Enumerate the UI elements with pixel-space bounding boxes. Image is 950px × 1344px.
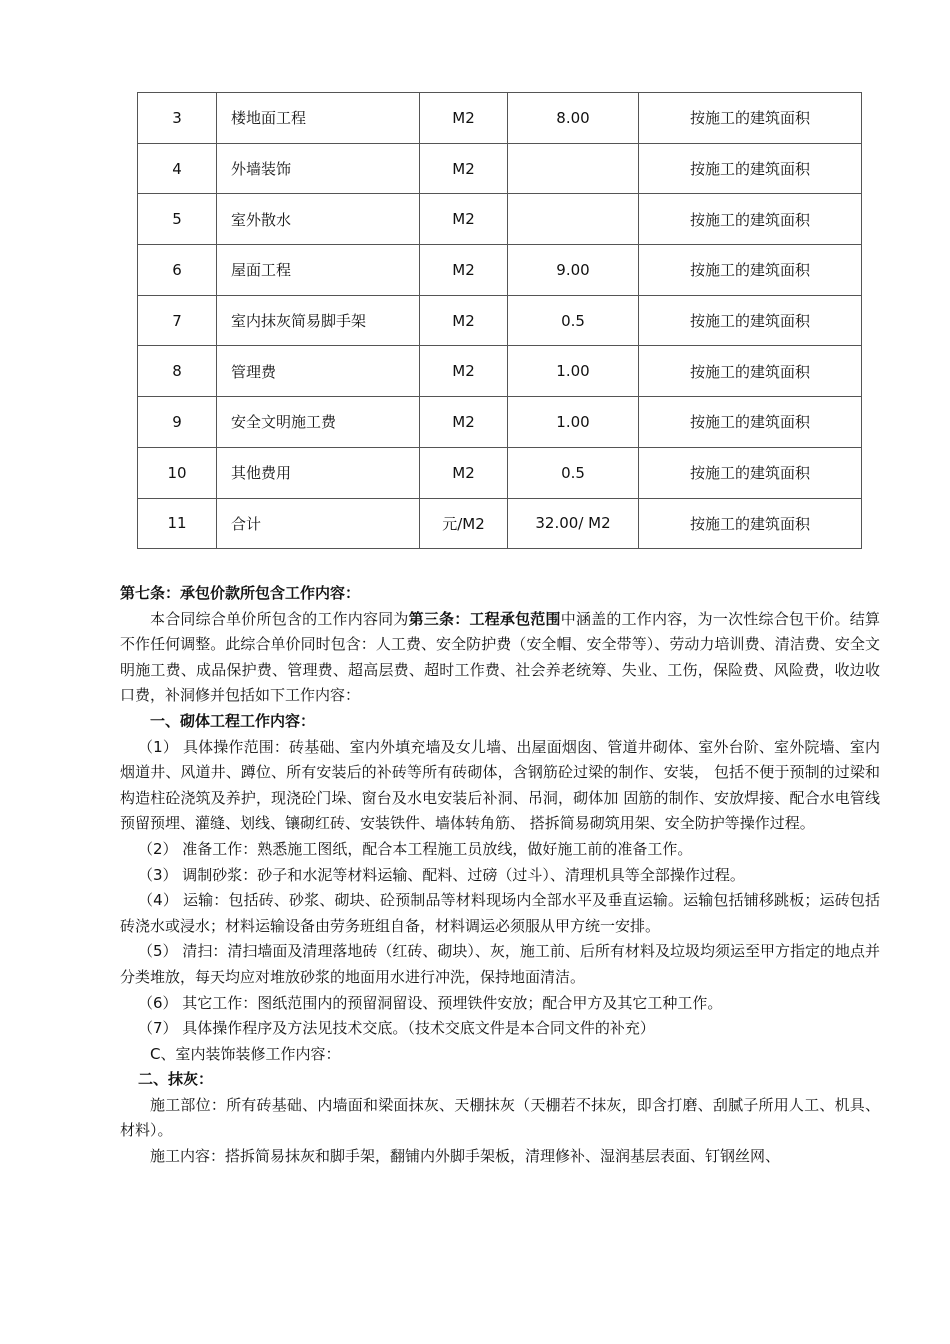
calc-basis-cell: 按施工的建筑面积	[639, 498, 862, 549]
section-1-heading: 一、砌体工程工作内容：	[150, 711, 316, 730]
calc-basis-cell: 按施工的建筑面积	[639, 143, 862, 194]
unit-cell: M2	[420, 447, 508, 498]
unit-cell: M2	[420, 245, 508, 296]
row-number-cell: 6	[138, 245, 217, 296]
unit-price-cell: 9.00	[508, 245, 639, 296]
table-row	[138, 397, 862, 448]
item-2: （2） 准备工作：熟悉施工图纸，配合本工程施工员放线，做好施工前的准备工作。	[138, 839, 693, 858]
fee-table	[137, 92, 862, 549]
table-row	[138, 498, 862, 549]
table-row	[138, 447, 862, 498]
item-4: （4） 运输：包括砖、砂浆、砌块、砼预制品等材料现场内全部水平及垂直运输。运输包括铺移跳板；运砖包括砖浇水或浸水；材料运输设备由劳务班组自备，材料调运必须服从甲方统一安排。	[120, 891, 880, 935]
unit-cell: M2	[420, 93, 508, 144]
row-number-cell: 9	[138, 397, 217, 448]
calc-basis-cell: 按施工的建筑面积	[639, 295, 862, 346]
unit-price-cell: 32.00/ M2	[508, 498, 639, 549]
calc-basis-cell: 按施工的建筑面积	[639, 194, 862, 245]
row-number-cell: 10	[138, 447, 217, 498]
table-row	[138, 194, 862, 245]
unit-price-cell: 1.00	[508, 397, 639, 448]
unit-cell: M2	[420, 346, 508, 397]
item-6: （6） 其它工作：图纸范围内的预留洞留设、预埋铁件安放；配合甲方及其它工种工作。	[138, 993, 723, 1012]
table-row	[138, 245, 862, 296]
unit-price-cell: 0.5	[508, 295, 639, 346]
table-row	[138, 93, 862, 144]
unit-cell: M2	[420, 397, 508, 448]
row-number-cell: 7	[138, 295, 217, 346]
item-name-cell: 其他费用	[217, 447, 420, 498]
article-7	[120, 581, 880, 1170]
row-number-cell: 5	[138, 194, 217, 245]
table-row	[138, 295, 862, 346]
section-2-heading: 二、抹灰：	[138, 1070, 214, 1089]
calc-basis-cell: 按施工的建筑面积	[639, 346, 862, 397]
calc-basis-cell: 按施工的建筑面积	[639, 447, 862, 498]
table-row	[138, 346, 862, 397]
unit-price-cell	[508, 194, 639, 245]
item-name-cell: 安全文明施工费	[217, 397, 420, 448]
intro-text-b: 中涵盖的工作内容，为一次性综合包干价。结算不作任何调整。此综合单价同时包含：人工费、安全防护费（安全帽、安全带等）、劳动力培训费、清洁费、安全文明施工费、成品保护费、管理费、超高层费、超时工作费、社会养老统筹、失业、工伤，保险费、风险费，收边收口费，补洞修并包括如下工作内容：	[120, 609, 880, 705]
calc-basis-cell: 按施工的建筑面积	[639, 397, 862, 448]
item-1: （1） 具体操作范围：砖基础、室内外填充墙及女儿墙、出屋面烟囱、管道井砌体、室外台阶、室外院墙、室内烟道井、风道井、蹲位、所有安装后的补砖等所有砖砌体，含钢筋砼过梁的制作、安装， 包括不便于预制的过梁和构造柱砼浇筑及养护，现浇砼门垛、窗台及水电安装后补洞、吊洞，砌体加 固筋的制作、安放焊接、配合水电管线预留预埋、灌缝、划线、镶砌红砖、安装铁件、墙体转角筋、 搭拆简易砌筑用架、安全防护等操作过程。	[120, 737, 880, 833]
intro-text-a: 本合同综合单价所包含的工作内容同为	[150, 609, 409, 628]
table-row	[138, 143, 862, 194]
item-5: （5） 清扫：清扫墙面及清理落地砖（红砖、砌块）、灰，施工前、后所有材料及垃圾均须运至甲方指定的地点并分类堆放，每天均应对堆放砂浆的地面用水进行冲洗，保持地面清洁。	[120, 942, 880, 986]
unit-price-cell	[508, 143, 639, 194]
unit-price-cell: 1.00	[508, 346, 639, 397]
article-7-intro	[120, 607, 880, 709]
item-3: （3） 调制砂浆：砂子和水泥等材料运输、配料、过磅（过斗）、清理机具等全部操作过程。	[138, 865, 745, 884]
fee-table-body	[138, 93, 862, 549]
item-name-cell: 屋面工程	[217, 245, 420, 296]
item-name-cell: 楼地面工程	[217, 93, 420, 144]
item-name-cell: 管理费	[217, 346, 420, 397]
item-name-cell: 合计	[217, 498, 420, 549]
plaster-content: 施工内容：搭拆简易抹灰和脚手架，翻铺内外脚手架板，清理修补、湿润基层表面、钉钢丝网、	[150, 1147, 781, 1166]
row-number-cell: 8	[138, 346, 217, 397]
unit-price-cell: 0.5	[508, 447, 639, 498]
calc-basis-cell: 按施工的建筑面积	[639, 245, 862, 296]
item-name-cell: 室内抹灰简易脚手架	[217, 295, 420, 346]
item-7: （7） 具体操作程序及方法见技术交底。（技术交底文件是本合同文件的补充）	[138, 1019, 655, 1038]
article-7-heading: 第七条：承包价款所包含工作内容：	[120, 584, 361, 602]
row-number-cell: 4	[138, 143, 217, 194]
row-number-cell: 11	[138, 498, 217, 549]
unit-cell: M2	[420, 295, 508, 346]
unit-cell: 元/M2	[420, 498, 508, 549]
section-c-heading: C、室内装饰装修工作内容：	[150, 1044, 341, 1063]
item-name-cell: 外墙装饰	[217, 143, 420, 194]
unit-cell: M2	[420, 194, 508, 245]
item-name-cell: 室外散水	[217, 194, 420, 245]
calc-basis-cell: 按施工的建筑面积	[639, 93, 862, 144]
intro-bold-ref: 第三条：工程承包范围	[408, 609, 561, 628]
plaster-location: 施工部位：所有砖基础、内墙面和梁面抹灰、天棚抹灰（天棚若不抹灰，即含打磨、刮腻子所用人工、机具、材料）。	[120, 1095, 880, 1140]
unit-price-cell: 8.00	[508, 93, 639, 144]
unit-cell: M2	[420, 143, 508, 194]
row-number-cell: 3	[138, 93, 217, 144]
